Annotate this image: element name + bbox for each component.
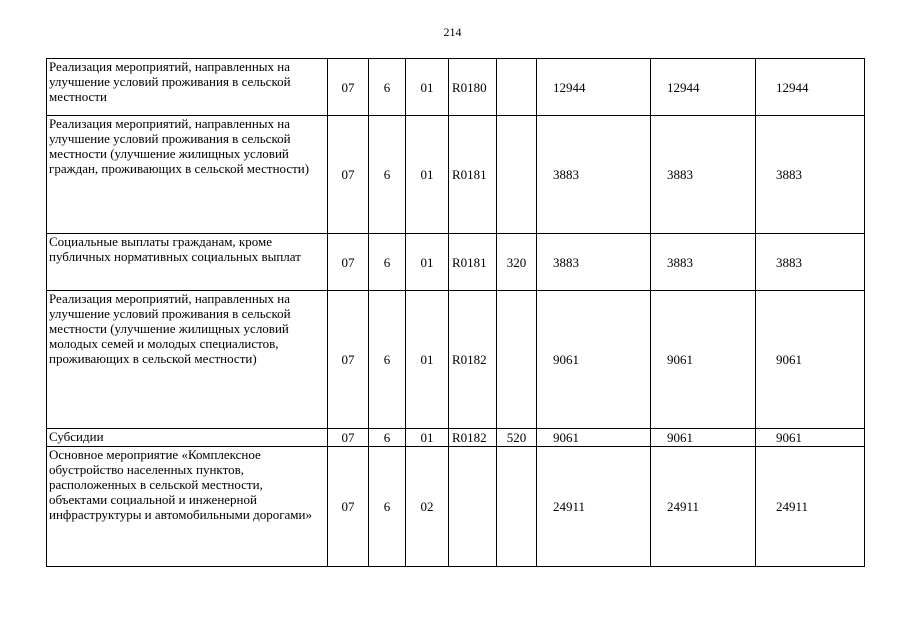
row-name-cell: Социальные выплаты гражданам, кроме публичных нормативных социальных выплат [47, 234, 328, 291]
program-code-cell: 6 [369, 447, 406, 567]
budget-table [46, 58, 865, 567]
amount-year-1-cell: 12944 [537, 59, 651, 116]
target-article-cell: R0181 [449, 234, 497, 291]
row-name-cell: Реализация мероприятий, направленных на улучшение условий проживания в сельской местности (улучшение жилищных условий молодых семей и молодых специалистов, проживающих в сельской местности) [47, 291, 328, 429]
expense-type-cell: 520 [497, 429, 537, 447]
section-code-cell: 07 [328, 116, 369, 234]
expense-type-cell: 320 [497, 234, 537, 291]
program-code-cell: 6 [369, 59, 406, 116]
section-code-cell: 07 [328, 291, 369, 429]
subprogram-code-cell: 01 [406, 291, 449, 429]
amount-year-1-cell: 9061 [537, 291, 651, 429]
target-article-cell: R0181 [449, 116, 497, 234]
row-name-cell: Реализация мероприятий, направленных на улучшение условий проживания в сельской местности (улучшение жилищных условий граждан, проживающих в сельской местности) [47, 116, 328, 234]
subprogram-code-cell: 01 [406, 429, 449, 447]
target-article-cell: R0182 [449, 429, 497, 447]
program-code-cell: 6 [369, 116, 406, 234]
amount-year-2-cell: 3883 [651, 234, 756, 291]
table-row [47, 59, 865, 116]
amount-year-3-cell: 3883 [756, 234, 865, 291]
target-article-cell [449, 447, 497, 567]
table-row [47, 447, 865, 567]
section-code-cell: 07 [328, 429, 369, 447]
page-number: 214 [443, 25, 462, 39]
amount-year-3-cell: 9061 [756, 291, 865, 429]
subprogram-code-cell: 01 [406, 116, 449, 234]
amount-year-2-cell: 9061 [651, 291, 756, 429]
table-row [47, 234, 865, 291]
amount-year-2-cell: 9061 [651, 429, 756, 447]
target-article-cell: R0182 [449, 291, 497, 429]
expense-type-cell [497, 59, 537, 116]
table-row [47, 116, 865, 234]
program-code-cell: 6 [369, 234, 406, 291]
row-name-cell: Субсидии [47, 429, 328, 447]
amount-year-3-cell: 3883 [756, 116, 865, 234]
subprogram-code-cell: 02 [406, 447, 449, 567]
amount-year-2-cell: 3883 [651, 116, 756, 234]
section-code-cell: 07 [328, 447, 369, 567]
expense-type-cell [497, 116, 537, 234]
target-article-cell: R0180 [449, 59, 497, 116]
table-row [47, 429, 865, 447]
section-code-cell: 07 [328, 59, 369, 116]
amount-year-1-cell: 9061 [537, 429, 651, 447]
subprogram-code-cell: 01 [406, 234, 449, 291]
amount-year-3-cell: 24911 [756, 447, 865, 567]
expense-type-cell [497, 447, 537, 567]
amount-year-1-cell: 3883 [537, 116, 651, 234]
subprogram-code-cell: 01 [406, 59, 449, 116]
row-name-cell: Основное мероприятие «Комплексное обустройство населенных пунктов, расположенных в сельской местности, объектами социальной и инженерной инфраструктуры и автомобильными дорогами» [47, 447, 328, 567]
amount-year-1-cell: 3883 [537, 234, 651, 291]
table-row [47, 291, 865, 429]
amount-year-2-cell: 24911 [651, 447, 756, 567]
amount-year-3-cell: 9061 [756, 429, 865, 447]
expense-type-cell [497, 291, 537, 429]
section-code-cell: 07 [328, 234, 369, 291]
row-name-cell: Реализация мероприятий, направленных на улучшение условий проживания в сельской местности [47, 59, 328, 116]
amount-year-2-cell: 12944 [651, 59, 756, 116]
amount-year-1-cell: 24911 [537, 447, 651, 567]
program-code-cell: 6 [369, 429, 406, 447]
amount-year-3-cell: 12944 [756, 59, 865, 116]
program-code-cell: 6 [369, 291, 406, 429]
